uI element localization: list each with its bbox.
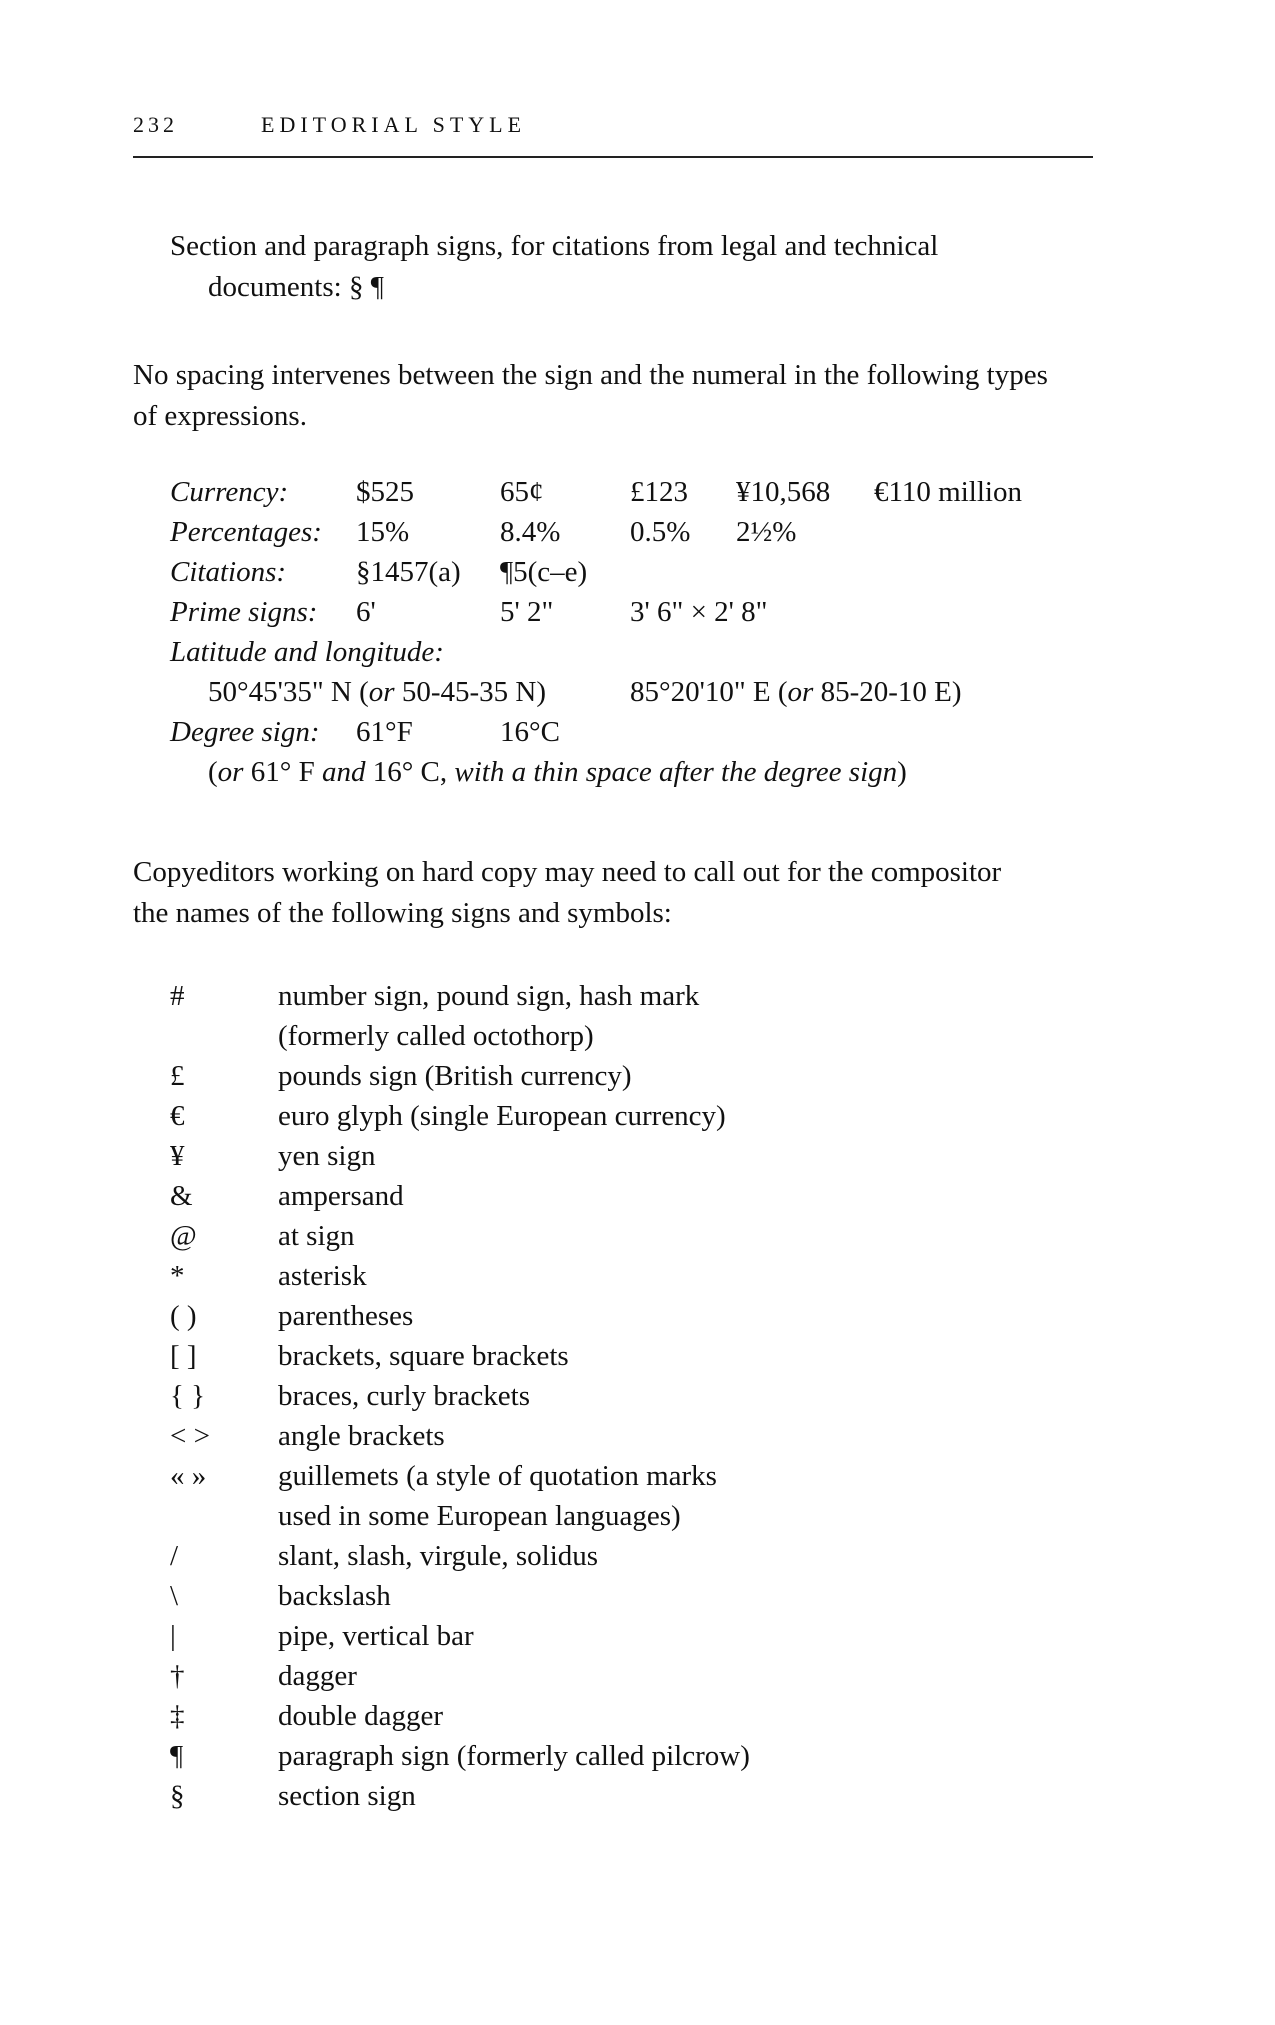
symbol-glyph: § (170, 1780, 185, 1812)
example-value: 61°F (356, 716, 413, 748)
example-degree-note: (or 61° F and 16° C, with a thin space after the degree sign) (208, 756, 907, 788)
symbol-name: asterisk (278, 1260, 367, 1292)
symbol-glyph: « » (170, 1460, 207, 1492)
example-label: Latitude and longitude: (170, 636, 444, 668)
symbol-glyph: { } (170, 1380, 206, 1412)
latitude-value: 50°45'35" N (or 50-45-35 N) (208, 676, 546, 708)
symbol-name: paragraph sign (formerly called pilcrow) (278, 1740, 750, 1772)
symbol-name: pounds sign (British currency) (278, 1060, 632, 1092)
symbol-glyph: ‡ (170, 1700, 185, 1732)
symbol-glyph: \ (170, 1580, 179, 1612)
symbol-glyph: / (170, 1540, 179, 1572)
symbol-name: angle brackets (278, 1420, 445, 1452)
spacing-line-2: of expressions. (133, 400, 307, 432)
running-header (133, 112, 1093, 158)
copyeditors-line-2: the names of the following signs and symbols: (133, 897, 672, 929)
symbol-name: brackets, square brackets (278, 1340, 569, 1372)
example-label: Prime signs: (170, 596, 318, 628)
symbol-name: at sign (278, 1220, 355, 1252)
example-value: $525 (356, 476, 414, 508)
symbol-name: slant, slash, virgule, solidus (278, 1540, 599, 1572)
symbol-glyph: & (170, 1180, 193, 1212)
copyeditors-line-1: Copyeditors working on hard copy may need to call out for the compositor (133, 856, 1002, 888)
symbol-glyph: † (170, 1660, 185, 1692)
page-number: 232 (133, 112, 178, 137)
symbol-name: pipe, vertical bar (278, 1620, 474, 1652)
symbol-glyph: £ (170, 1060, 185, 1092)
longitude-value: 85°20'10" E (or 85-20-10 E) (630, 676, 962, 708)
running-head: EDITORIAL STYLE (261, 112, 527, 137)
symbol-name: ampersand (278, 1180, 404, 1212)
example-value: 5' 2" (500, 596, 554, 628)
symbol-name-cont: used in some European languages) (278, 1500, 681, 1532)
section-signs-paragraph (170, 226, 1070, 308)
symbol-name: backslash (278, 1580, 391, 1612)
example-label: Percentages: (170, 516, 322, 548)
example-value: €110 million (874, 476, 1022, 508)
symbol-glyph: @ (170, 1220, 197, 1252)
example-value: 0.5% (630, 516, 691, 548)
example-value: 8.4% (500, 516, 561, 548)
symbol-name: braces, curly brackets (278, 1380, 531, 1412)
symbol-glyph: < > (170, 1420, 210, 1452)
spacing-line-1: No spacing intervenes between the sign and the numeral in the following types (133, 359, 1048, 391)
example-value: 16°C (500, 716, 560, 748)
symbol-glyph: ¶ (170, 1740, 184, 1772)
symbol-name: guillemets (a style of quotation marks (278, 1460, 717, 1492)
symbol-glyph: # (170, 980, 185, 1012)
symbol-glyph: ¥ (170, 1140, 185, 1172)
example-value: §1457(a) (356, 556, 461, 588)
spacing-paragraph (133, 355, 1093, 437)
section-signs-line-1: Section and paragraph signs, for citations from legal and technical (170, 230, 939, 262)
example-label: Degree sign: (170, 716, 320, 748)
example-label: Citations: (170, 556, 287, 588)
example-value: 6' (356, 596, 376, 628)
example-value: ¥10,568 (736, 476, 831, 508)
symbol-glyph: ( ) (170, 1300, 197, 1332)
symbol-name-cont: (formerly called octothorp) (278, 1020, 594, 1052)
example-value: £123 (630, 476, 688, 508)
example-value: ¶5(c–e) (500, 556, 588, 588)
symbol-glyph: € (170, 1100, 185, 1132)
symbol-glyph: * (170, 1260, 185, 1292)
example-value: 65¢ (500, 476, 544, 508)
symbol-name: number sign, pound sign, hash mark (278, 980, 700, 1012)
symbol-name: double dagger (278, 1700, 444, 1732)
section-signs-line-2: documents: § ¶ (208, 271, 384, 303)
symbol-glyph: | (170, 1620, 176, 1652)
symbol-name: euro glyph (single European currency) (278, 1100, 726, 1132)
example-value: 3' 6" × 2' 8" (630, 596, 768, 628)
example-value: 2½% (736, 516, 797, 548)
symbol-name: parentheses (278, 1300, 414, 1332)
symbol-glyph: [ ] (170, 1340, 197, 1372)
copyeditors-paragraph (133, 852, 1093, 934)
example-label: Currency: (170, 476, 289, 508)
symbol-name: dagger (278, 1660, 357, 1692)
symbol-name: section sign (278, 1780, 416, 1812)
example-value: 15% (356, 516, 410, 548)
symbol-name: yen sign (278, 1140, 376, 1172)
